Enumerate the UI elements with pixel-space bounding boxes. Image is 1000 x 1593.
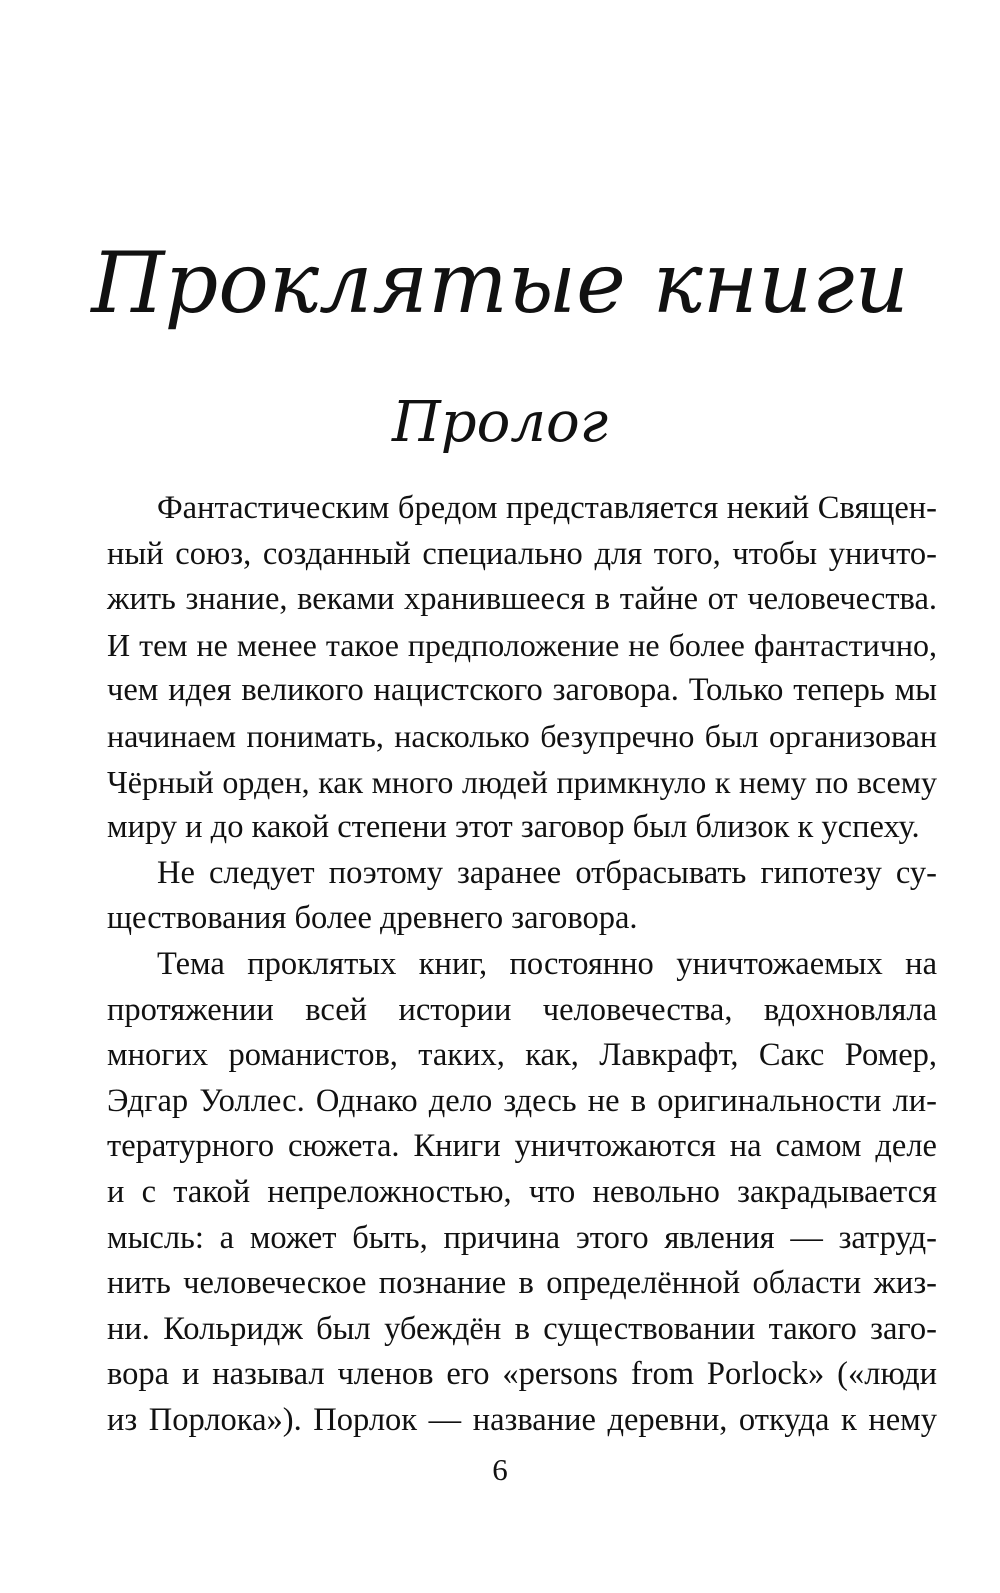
text-line: мысль: а может быть, причина этого явления — затруд- [107,1219,937,1256]
page-number: 6 [492,1452,508,1487]
text-line: тературного сюжета. Книги уничтожаются на самом деле [107,1128,937,1165]
text-line: Чёрный орден, как много людей примкнуло к нему по всему [107,763,937,800]
text-line: Фантастическим бредом представляется некий Священ- [157,490,937,526]
text-line: Эдгар Уоллес. Однако дело здесь не в оригинальности ли- [107,1082,937,1119]
text-line: нить человеческое познание в определённой области жиз- [107,1265,937,1302]
text-line: начинаем понимать, насколько безупречно был организован [107,717,937,754]
text-line: и с такой непреложностью, что невольно закрадывается [107,1173,937,1210]
text-line: Тема проклятых книг, постоянно уничтожаемых на [157,945,937,982]
text-line: И тем не менее такое предположение не более фантастично, [107,626,937,663]
text-line: вора и называл членов его «persons from Porlock» («люди [107,1356,937,1393]
text-line: Не следует поэтому заранее отбрасывать гипотезу су- [157,854,937,891]
text-line: ществования более древнего заговора. [107,900,638,937]
book-title: Проклятые книги [91,234,909,332]
text-line: многих романистов, таких, как, Лавкрафт, Сакс Ромер, [107,1037,937,1074]
body-text [107,486,937,1443]
text-line: жить знание, веками хранившееся в тайне от человечества. [107,581,937,618]
text-line: миру и до какой степени этот заговор был близок к успеху. [107,809,920,846]
text-line: чем идея великого нацистского заговора. Только теперь мы [107,672,937,709]
text-line: ный союз, созданный специально для того, чтобы уничто- [107,535,937,572]
text-line: из Порлока»). Порлок — название деревни, откуда к нему [107,1401,937,1438]
chapter-title: Пролог [391,390,609,455]
text-line: протяжении всей истории человечества, вдохновляла [107,991,937,1028]
text-line: ни. Кольридж был убеждён в существовании такого заго- [107,1310,937,1347]
